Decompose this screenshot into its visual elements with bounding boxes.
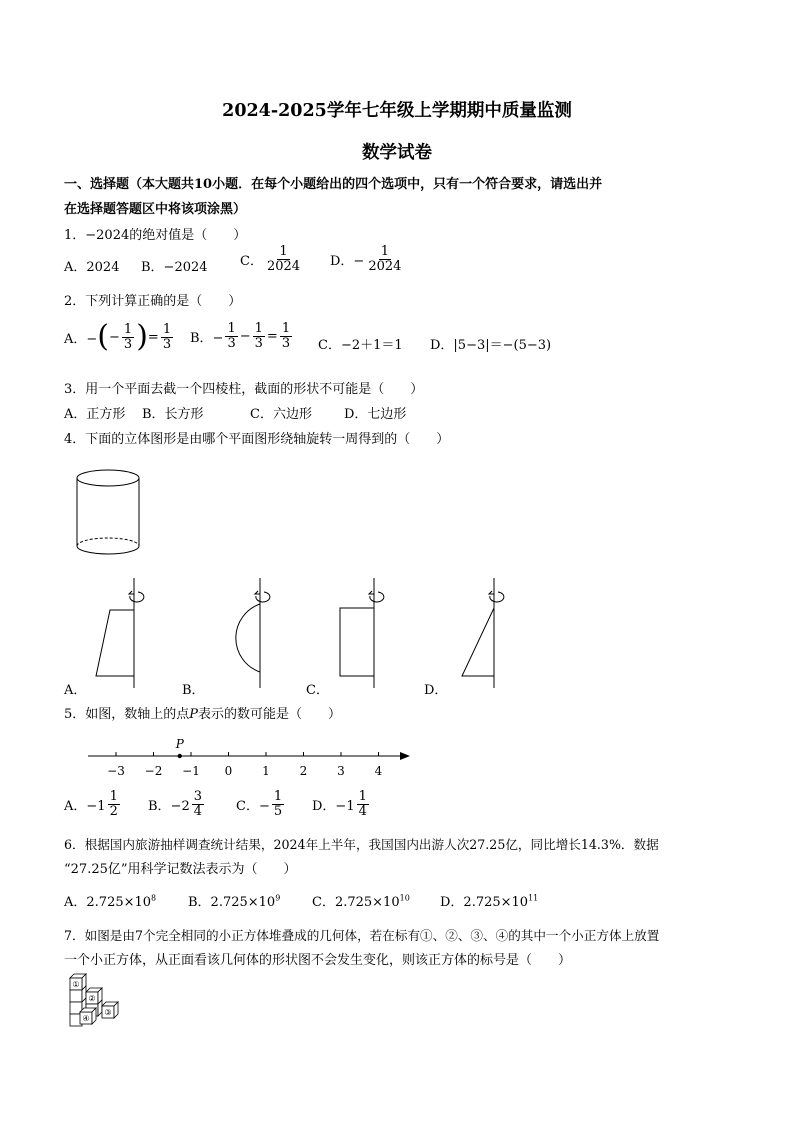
q6-option-a <box>64 891 156 910</box>
q1-d-label: D．− <box>330 253 365 269</box>
q6-c-exp: 10 <box>399 893 410 903</box>
q2-stem: 2．下列计算正确的是（ ） <box>64 294 242 309</box>
q7-stem-line1: 7．如图是由7个完全相同的小正方体堆叠成的几何体，若在标有①、②、③、④的其中一个小正方体上放置 <box>64 928 660 943</box>
q1-c-den: 2024 <box>266 258 301 274</box>
q3-option-d: D．七边形 <box>344 407 407 422</box>
q2-b-minus: − <box>239 328 251 344</box>
q5-stem-pre: 5．如图，数轴上的点 <box>64 707 190 722</box>
q5-b-den: 4 <box>193 803 202 819</box>
q2-option-c: C．−2＋1＝1 <box>318 338 403 353</box>
section-heading-line1: 一、选择题（本大题共10小题．在每个小题给出的四个选项中，只有一个符合要求，请选出并 <box>64 177 603 192</box>
q6-b-exp: 9 <box>275 893 281 903</box>
cube-label-3: ③ <box>104 1008 112 1017</box>
tick-label: −1 <box>182 764 200 778</box>
q5-option-b <box>148 790 206 818</box>
q6-b-label: B．2.725×10 <box>188 895 276 910</box>
q6-option-b <box>188 891 280 910</box>
q7-stem-line2: 一个小正方体，从正面看该几何体的形状图不会发生变化，则该正方体的标号是（ ） <box>64 953 572 968</box>
q5-stem-var: P <box>189 707 199 722</box>
q2-option-d: D．|5−3|＝−(5−3) <box>430 338 552 353</box>
q4-option-c-figure <box>330 576 400 690</box>
cube-label-2: ② <box>88 994 96 1003</box>
q2-b-num2: 1 <box>254 321 263 336</box>
q5-option-d <box>312 790 371 818</box>
q5-d-label: D．−1 <box>312 798 355 814</box>
q6-c-label: C．2.725×10 <box>312 895 400 910</box>
tick-label: 3 <box>337 764 345 778</box>
q2-b-num3: 1 <box>281 321 291 336</box>
q5-stem <box>64 703 341 722</box>
q5-b-label: B．−2 <box>148 798 190 814</box>
q6-a-exp: 8 <box>151 893 157 903</box>
q5-number-line <box>80 732 420 784</box>
q2-b-den3: 3 <box>281 335 291 351</box>
q5-stem-post: 表示的数可能是（ ） <box>198 707 342 722</box>
q1-option-d <box>330 245 405 273</box>
q4-option-d-figure <box>450 576 520 690</box>
cube-label-1: ① <box>72 980 80 989</box>
q4-option-b: B． <box>182 683 205 698</box>
q5-option-c <box>236 790 286 818</box>
q2-b-label: B．− <box>190 330 224 346</box>
q6-stem-line1: 6．根据国内旅游抽样调查统计结果，2024年上半年，我国国内出游人次27.25亿，同比增长14.3%．数据 <box>64 837 659 852</box>
q2-a-eq: = <box>147 329 159 345</box>
q4-stem: 4．下面的立体图形是由哪个平面图形绕轴旋转一周得到的（ ） <box>64 432 450 447</box>
q1-stem: 1．−2024的绝对值是（ ） <box>64 228 247 243</box>
q1-option-a: A．2024 <box>64 260 120 275</box>
q4-option-b-figure <box>216 576 286 690</box>
q3-option-c: C．六边形 <box>250 407 312 422</box>
q5-c-den: 5 <box>273 803 283 819</box>
q3-stem: 3．用一个平面去截一个四棱柱，截面的形状不可能是（ ） <box>64 382 424 397</box>
section-heading-line2: 在选择题答题区中将该项涂黑） <box>64 202 247 217</box>
tick-label: −3 <box>107 764 125 778</box>
q5-a-den: 2 <box>109 803 118 819</box>
tick-label: 1 <box>262 764 270 778</box>
q2-a-num2: 1 <box>162 321 172 337</box>
q5-b-num: 3 <box>193 789 202 804</box>
q6-a-label: A．2.725×10 <box>64 895 152 910</box>
q3-option-b: B．长方形 <box>142 407 204 422</box>
point-p-label: P <box>175 737 184 751</box>
q2-b-den2: 3 <box>254 335 263 351</box>
q1-option-b: B．−2024 <box>141 260 208 275</box>
q2-b-den1: 3 <box>227 335 236 351</box>
q6-option-d <box>440 891 538 910</box>
q1-c-num: 1 <box>279 244 288 259</box>
q2-b-num1: 1 <box>227 321 236 336</box>
q2-a-num1: 1 <box>123 321 133 337</box>
q2-a-label: A．− <box>64 331 98 347</box>
q5-a-label: A．−1 <box>64 798 106 814</box>
q6-option-c <box>312 891 410 910</box>
q5-option-a <box>64 790 122 818</box>
q5-d-num: 1 <box>358 789 367 804</box>
tick-label: 2 <box>299 764 308 778</box>
q2-option-b <box>190 322 294 350</box>
q5-c-label: C．− <box>236 798 270 814</box>
q2-b-eq: = <box>266 328 278 344</box>
q5-d-den: 4 <box>358 803 367 819</box>
q2-option-a: A．−(− $\frac{1}{3}$ )= $\frac{1}{3}$ <box>64 319 172 354</box>
point-p <box>178 754 182 758</box>
page-subtitle: 数学试卷 <box>362 143 432 163</box>
q7-cube-stack-figure <box>66 972 132 1030</box>
q1-d-num: 1 <box>380 244 390 259</box>
q1-d-den: 2024 <box>368 258 402 274</box>
number-line-arrow <box>400 752 410 760</box>
q1-c-label: C． <box>240 253 263 269</box>
q6-d-label: D．2.725×10 <box>440 895 529 910</box>
q4-cylinder-figure <box>74 466 144 562</box>
q5-a-num: 1 <box>109 789 118 804</box>
q4-option-a-figure <box>90 576 160 690</box>
q3-option-a: A．正方形 <box>64 407 126 422</box>
tick-label: 4 <box>374 764 383 778</box>
q2-a-den2: 3 <box>162 336 172 352</box>
q4-option-c: C． <box>306 683 329 698</box>
q4-option-a: A． <box>64 683 87 698</box>
q5-c-num: 1 <box>273 789 283 804</box>
q6-stem-line2: “27.25亿”用科学记数法表示为（ ） <box>64 862 297 877</box>
page-title: 2024-2025学年七年级上学期期中质量监测 <box>222 101 572 121</box>
q6-d-exp: 11 <box>528 893 539 903</box>
q4-option-d: D． <box>424 683 448 698</box>
q2-a-den1: 3 <box>123 336 133 352</box>
tick-label: 0 <box>224 764 233 778</box>
cube-label-4: ④ <box>82 1014 90 1023</box>
q1-option-c <box>240 245 304 273</box>
tick-label: −2 <box>144 764 163 778</box>
